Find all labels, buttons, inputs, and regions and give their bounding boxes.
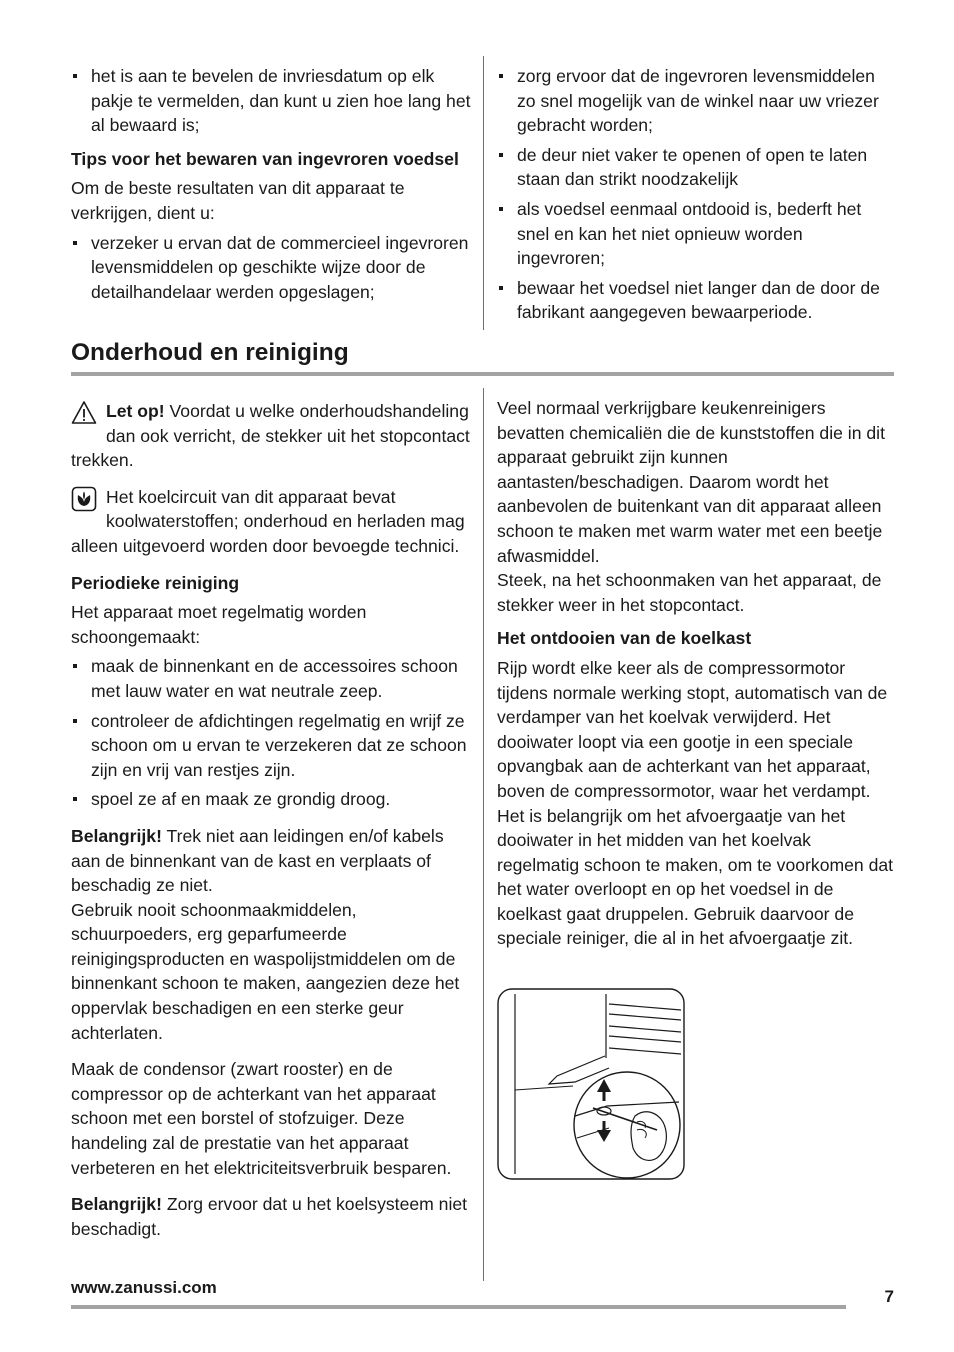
- important-body: Zorg ervoor dat u het koelsysteem niet beschadigt.: [71, 1194, 468, 1239]
- frozen-tips-list: [497, 64, 895, 325]
- maintenance-left-column: [71, 399, 471, 1241]
- important-note-2: [71, 1192, 471, 1241]
- warning-text: [71, 399, 471, 473]
- defrost-paragraph-1: Rijp wordt elke keer als de compressormotor tijdens normale werking stopt, automatisch van de verdamper van het koelvak verwijderd. Het dooiwater loopt via een gootje in een speciale opvangbak aan de achterkant van het apparaat, boven de compressormotor, waar het verdampt.: [497, 657, 888, 801]
- footer-website: www.zanussi.com: [71, 1278, 217, 1297]
- defrost-heading: Het ontdooien van de koelkast: [497, 628, 752, 649]
- plug-back-paragraph: Steek, na het schoonmaken van het apparaat, de stekker weer in het stopcontact.: [497, 570, 882, 615]
- list-item: de deur niet vaker te openen of open te laten staan dan strikt noodzakelijk: [497, 143, 895, 192]
- section-rule: [71, 372, 894, 376]
- important-label: Belangrijk!: [71, 1194, 162, 1215]
- warning-body: Voordat u welke onderhoudshandeling dan ook verricht, de stekker uit het stopcontact trekken.: [71, 401, 470, 471]
- frozen-storage-intro: Om de beste resultaten van dit apparaat te verkrijgen, dient u:: [71, 178, 405, 223]
- list-item: controleer de afdichtingen regelmatig en wrijf ze schoon om u ervan te verzekeren dat ze schoon zijn en vrij van restjes zijn.: [71, 709, 471, 783]
- condensor-paragraph: Maak de condensor (zwart rooster) en de compressor op de achterkant van het apparaat schoon met een borstel of stofzuiger. Deze handeling zal de prestatie van het apparaat verbeteren en het elektriciteitsverbruik besparen.: [71, 1059, 452, 1178]
- environment-block: [71, 485, 471, 559]
- maintenance-right-column: [497, 396, 895, 951]
- list-item: verzeker u ervan dat de commercieel ingevroren levensmiddelen op geschikte wijze door de detailhandelaar werden opgeslagen;: [71, 231, 471, 305]
- section-title: Onderhoud en reiniging: [71, 339, 349, 366]
- environment-info-icon: [71, 486, 97, 512]
- cleaning-steps-list: [71, 654, 471, 812]
- footer-rule: [71, 1305, 846, 1309]
- top-left-column: [71, 64, 471, 304]
- warning-block: [71, 399, 471, 473]
- defrost-paragraph-2: Het is belangrijk om het afvoergaatje van het dooiwater in het midden van het koelvak regelmatig schoon te maken, om te voorkomen dat het water overloopt en op het voedsel in de koelkast gaat druppelen. Gebruik daarvoor de speciale reiniger, die al in het afvoergaatje zit.: [497, 805, 894, 949]
- list-item: spoel ze af en maak ze grondig droog.: [71, 787, 471, 812]
- environment-text: Het koelcircuit van dit apparaat bevat koolwaterstoffen; onderhoud en herladen mag alleen uitgevoerd worden door bevoegde technici.: [71, 486, 465, 556]
- cleaning-products-warning: Gebruik nooit schoonmaakmiddelen, schuurpoeders, erg geparfumeerde reinigingsproducten en waspolijstmiddelen om de binnenkant schoon te maken, aangezien deze het oppervlak beschadigen en een sterke geur achterlaten.: [71, 899, 460, 1043]
- important-body: Trek niet aan leidingen en/of kabels aan de binnenkant van de kast en verplaats of beschadig ze niet.: [71, 825, 444, 896]
- list-item: maak de binnenkant en de accessoires schoon met lauw water en wat neutrale zeep.: [71, 654, 471, 703]
- frozen-storage-heading: Tips voor het bewaren van ingevroren voedsel: [71, 148, 459, 169]
- frozen-storage-list: [71, 231, 471, 305]
- list-item: als voedsel eenmaal ontdooid is, bederft het snel en kan het niet opnieuw worden ingevroren;: [497, 197, 895, 271]
- top-right-column: [497, 64, 895, 325]
- warning-triangle-icon: [71, 400, 97, 426]
- periodic-cleaning-intro: Het apparaat moet regelmatig worden schoongemaakt:: [71, 602, 367, 647]
- drain-hole-cleaning-illustration: [497, 988, 685, 1180]
- list-item: het is aan te bevelen de invriesdatum op elk pakje te vermelden, dan kunt u zien hoe lang het al bewaard is;: [71, 64, 471, 138]
- important-label: Belangrijk!: [71, 825, 162, 846]
- list-item: bewaar het voedsel niet langer dan de door de fabrikant aangegeven bewaarperiode.: [497, 276, 895, 325]
- storage-tip-list: [71, 64, 471, 138]
- cleaner-warning-paragraph: Veel normaal verkrijgbare keukenreinigers bevatten chemicaliën die de kunststoffen die in dit apparaat gebruikt zijn kunnen aantasten/beschadigen. Daarom wordt het aanbevolen de buitenkant van dit apparaat alleen schoon te maken met warm water met een beetje afwasmiddel.: [497, 398, 885, 566]
- page-number: 7: [884, 1287, 894, 1306]
- column-divider-top: [483, 56, 484, 330]
- column-divider-bottom: [483, 388, 484, 1281]
- periodic-cleaning-heading: Periodieke reiniging: [71, 572, 240, 593]
- important-note-1: [71, 824, 471, 898]
- warning-label: Let op!: [106, 401, 165, 421]
- list-item: zorg ervoor dat de ingevroren levensmiddelen zo snel mogelijk van de winkel naar uw vriezer gebracht worden;: [497, 64, 895, 138]
